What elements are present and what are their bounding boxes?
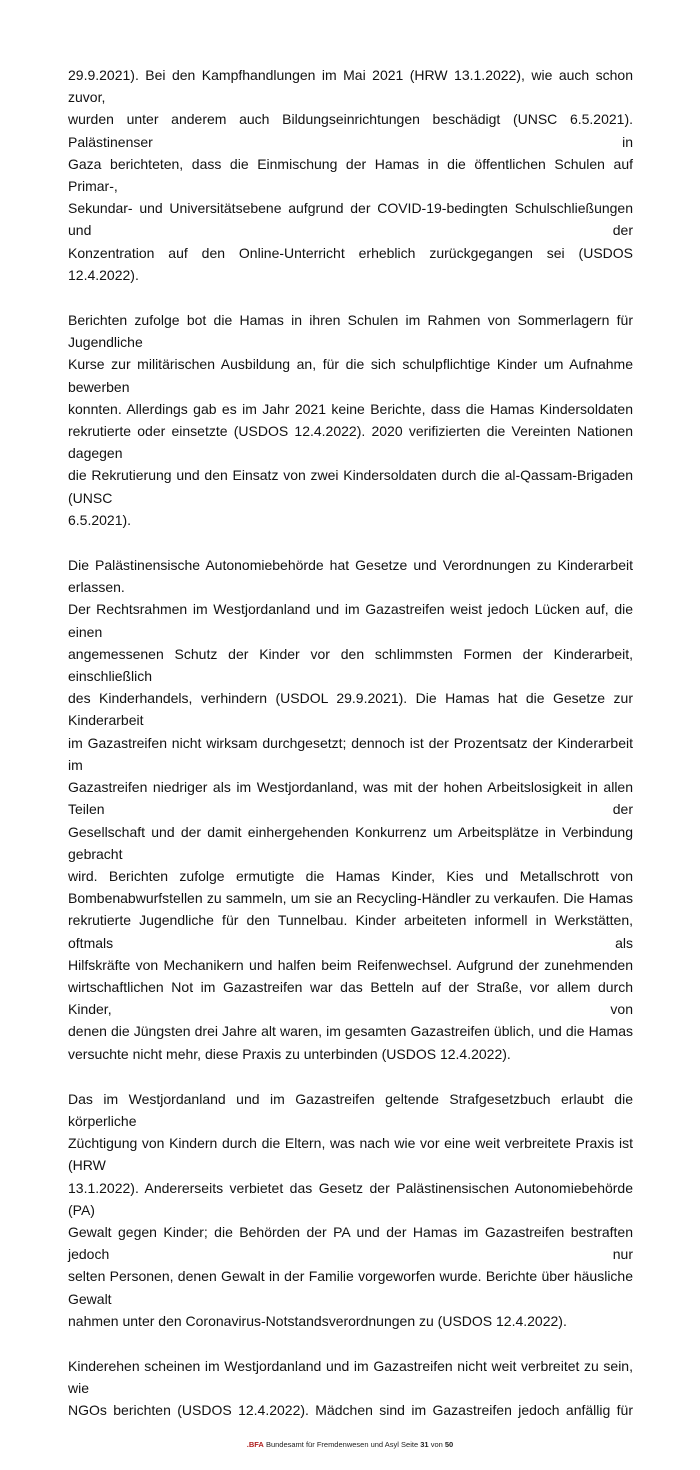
text-line: 29.9.2021). Bei den Kampfhandlungen im Mai 2021 (HRW 13.1.2022), wie auch schon zuvor, <box>68 67 633 106</box>
text-line: Konzentration auf den Online-Unterricht erheblich zurückgegangen sei (USDOS 12.4.2022). <box>68 244 633 283</box>
text-line: denen die Jüngsten drei Jahre alt waren, im gesamten Gazastreifen üblich, und die Hamas <box>68 1023 633 1040</box>
text-line: im Gazastreifen nicht wirksam durchgesetzt; dennoch ist der Prozentsatz der Kinderarbeit im <box>68 734 633 773</box>
document-body <box>68 0 633 1422</box>
text-line: Züchtigung von Kindern durch die Eltern, was nach wie vor eine weit verbreitete Praxis ist (HRW <box>68 1135 633 1174</box>
text-line: angemessenen Schutz der Kinder vor den schlimmsten Formen der Kinderarbeit, einschließlich <box>68 645 633 685</box>
text-line: des Kinderhandels, verhindern (USDOL 29.9.2021). Die Hamas hat die Gesetze zur Kinderarbeit <box>68 690 633 729</box>
page-label: Seite <box>401 1439 419 1449</box>
text-line: Hilfskräfte von Mechanikern und halfen beim Reifenwechsel. Aufgrund der zunehmenden <box>68 956 633 973</box>
text-line: Gazastreifen niedriger als im Westjordanland, was mit der hohen Arbeitslosigkeit in allen Teilen der <box>68 779 633 818</box>
text-line: Gaza berichteten, dass die Einmischung der Hamas in die öffentlichen Schulen auf Primar-, <box>68 155 633 195</box>
of-label: von <box>430 1439 443 1449</box>
paragraph <box>68 554 633 1065</box>
paragraph <box>68 64 633 286</box>
text-line: Der Rechtsrahmen im Westjordanland und im Gazastreifen weist jedoch Lücken auf, die einen <box>68 601 633 640</box>
paragraph <box>68 1088 633 1332</box>
text-line: wird. Berichten zufolge ermutigte die Hamas Kinder, Kies und Metallschrott von <box>68 867 633 884</box>
text-line: nahmen unter den Coronavirus-Notstandsverordnungen zu (USDOS 12.4.2022). <box>68 1312 567 1329</box>
text-line: wurden unter anderem auch Bildungseinrichtungen beschädigt (UNSC 6.5.2021). Palästinenser in <box>68 111 633 150</box>
text-line: Sekundar- und Universitätsebene aufgrund der COVID-19-bedingten Schulschließungen und der <box>68 200 633 239</box>
agency-name: Bundesamt für Fremdenwesen und Asyl <box>265 1439 399 1449</box>
paragraph <box>68 309 633 531</box>
text-line: die Rekrutierung und den Einsatz von zwei Kindersoldaten durch die al-Qassam-Brigaden (UNSC <box>68 467 633 506</box>
text-line: konnten. Allerdings gab es im Jahr 2021 keine Berichte, dass die Hamas Kindersoldaten <box>68 400 633 417</box>
text-line: Gesellschaft und der damit einhergehenden Konkurrenz um Arbeitsplätze in Verbindung gebracht <box>68 823 633 862</box>
bfa-logo: .BFA <box>246 1439 264 1449</box>
text-line: selten Personen, denen Gewalt in der Familie vorgeworfen wurde. Berichte über häusliche Gewalt <box>68 1268 633 1307</box>
text-line: rekrutierte oder einsetzte (USDOS 12.4.2022). 2020 verifizierten die Vereinten Nationen dagegen <box>68 423 633 462</box>
text-line: rekrutierte Jugendliche für den Tunnelbau. Kinder arbeiteten informell in Werkstätten, oftmals als <box>68 912 633 951</box>
text-line: versuchte nicht mehr, diese Praxis zu unterbinden (USDOS 12.4.2022). <box>68 1045 511 1062</box>
text-line: 6.5.2021). <box>68 511 132 528</box>
text-line: Kurse zur militärischen Ausbildung an, für die sich schulpflichtige Kinder um Aufnahme bewerben <box>68 356 633 395</box>
text-line: wirtschaftlichen Not im Gazastreifen war das Betteln auf der Straße, vor allem durch Kinder, von <box>68 978 633 1018</box>
text-line: NGOs berichten (USDOS 12.4.2022). Mädchen sind im Gazastreifen jedoch anfällig für <box>68 1402 633 1419</box>
text-line: Gewalt gegen Kinder; die Behörden der PA und der Hamas im Gazastreifen bestraften jedoch nur <box>68 1223 633 1263</box>
text-line: Die Palästinensische Autonomiebehörde hat Gesetze und Verordnungen zu Kinderarbeit erlassen. <box>68 557 633 596</box>
page-number: 31 <box>420 1439 429 1449</box>
text-line: Bombenabwurfstellen zu sammeln, um sie an Recycling-Händler zu verkaufen. Die Hamas <box>68 890 633 907</box>
text-line: 13.1.2022). Andererseits verbietet das Gesetz der Palästinensischen Autonomiebehörde (PA) <box>68 1179 633 1218</box>
paragraph <box>68 1355 633 1422</box>
page-total: 50 <box>444 1439 454 1449</box>
page-footer <box>0 1440 700 1470</box>
text-line: Kinderehen scheinen im Westjordanland und im Gazastreifen nicht weit verbreitet zu sein, wie <box>68 1357 633 1397</box>
text-line: Das im Westjordanland und im Gazastreifen geltende Strafgesetzbuch erlaubt die körperliche <box>68 1090 633 1129</box>
text-line: Berichten zufolge bot die Hamas in ihren Schulen im Rahmen von Sommerlagern für Jugendliche <box>68 312 633 351</box>
